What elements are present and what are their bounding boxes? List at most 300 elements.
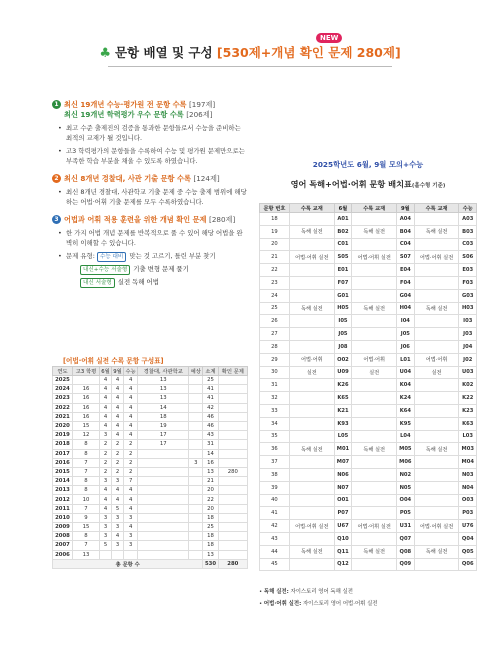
section-1 bbox=[52, 100, 248, 166]
table-cell bbox=[352, 404, 397, 417]
table-cell: 4 bbox=[112, 495, 124, 504]
table-cell: K02 bbox=[459, 379, 477, 392]
table-cell: 2 bbox=[124, 449, 138, 458]
table-cell: 2010 bbox=[53, 513, 73, 522]
placement-title: 영어 독해+어법·어휘 문항 배치표(홀수형 기준) bbox=[290, 179, 446, 189]
table-cell: 독해 실전 bbox=[352, 443, 397, 456]
table-cell bbox=[414, 213, 459, 226]
table-cell: 13 bbox=[138, 394, 189, 403]
table-cell: 4 bbox=[124, 504, 138, 513]
table-cell: 4 bbox=[124, 403, 138, 412]
table-cell: 8 bbox=[72, 486, 99, 495]
table-cell: 2018 bbox=[53, 440, 73, 449]
table-cell bbox=[414, 289, 459, 302]
table-cell: 4 bbox=[124, 495, 138, 504]
table-cell: 41 bbox=[260, 507, 290, 520]
table-cell: 18 bbox=[138, 412, 189, 421]
table-cell: 18 bbox=[203, 513, 218, 522]
table-cell: 2 bbox=[124, 467, 138, 476]
table-row bbox=[53, 421, 248, 430]
table-header-cell: 확인 문제 bbox=[218, 367, 247, 376]
table-cell: 4 bbox=[100, 495, 112, 504]
table-cell bbox=[138, 495, 189, 504]
table-row bbox=[53, 513, 248, 522]
table-cell bbox=[352, 315, 397, 328]
table-row bbox=[53, 440, 248, 449]
table-cell bbox=[189, 467, 203, 476]
table-cell: 4 bbox=[112, 376, 124, 385]
table-cell: N05 bbox=[397, 481, 414, 494]
table-cell bbox=[189, 394, 203, 403]
table-cell bbox=[289, 417, 334, 430]
bullet-text: • 최신 8개년 경찰대, 사관학교 기출 문제 중 수능 출제 범위에 해당하는 어법·어휘 기출 문제를 모두 수록하였습니다. bbox=[52, 187, 248, 207]
table-row bbox=[260, 353, 477, 366]
table-row bbox=[53, 376, 248, 385]
table-cell bbox=[189, 412, 203, 421]
table-row bbox=[53, 412, 248, 421]
table-header-cell: 6월 bbox=[100, 367, 112, 376]
table-cell bbox=[414, 417, 459, 430]
table-cell: 2 bbox=[112, 449, 124, 458]
table-cell: 13 bbox=[203, 467, 218, 476]
table-cell bbox=[352, 238, 397, 251]
table-cell: 13 bbox=[72, 550, 99, 559]
table-cell bbox=[352, 558, 397, 571]
table-cell: 46 bbox=[203, 412, 218, 421]
table-cell: 5 bbox=[100, 541, 112, 550]
table-cell: 39 bbox=[260, 481, 290, 494]
table-cell bbox=[352, 213, 397, 226]
table-cell bbox=[352, 430, 397, 443]
table-cell bbox=[218, 550, 247, 559]
table-cell bbox=[138, 486, 189, 495]
table-cell: 4 bbox=[100, 385, 112, 394]
new-badge: NEW bbox=[316, 33, 342, 43]
placement-subtitle: 2025학년도 6월, 9월 모의+수능 bbox=[312, 160, 424, 169]
table-cell: 어법·어휘 실전 bbox=[352, 520, 397, 533]
section-2 bbox=[52, 174, 248, 207]
table-row bbox=[53, 431, 248, 440]
table-header-cell: 예상 bbox=[189, 367, 203, 376]
table-cell: 43 bbox=[203, 431, 218, 440]
table-cell: 25 bbox=[203, 376, 218, 385]
table-cell: A03 bbox=[459, 213, 477, 226]
table-cell: L04 bbox=[397, 430, 414, 443]
section-number: 1 bbox=[52, 100, 61, 109]
table-row bbox=[260, 456, 477, 469]
table-cell bbox=[414, 328, 459, 341]
table-cell: 어법·어휘 실전 bbox=[289, 251, 334, 264]
table-cell: 어법·어휘 실전 bbox=[414, 251, 459, 264]
table-cell bbox=[289, 404, 334, 417]
table-cell: Q04 bbox=[459, 532, 477, 545]
table-cell bbox=[100, 550, 112, 559]
table-cell bbox=[189, 495, 203, 504]
table-cell: N07 bbox=[334, 481, 351, 494]
table-cell: 20 bbox=[203, 504, 218, 513]
table-row bbox=[260, 430, 477, 443]
table-cell: 7 bbox=[124, 477, 138, 486]
table-cell bbox=[414, 494, 459, 507]
table-row bbox=[260, 520, 477, 533]
table-cell: 16 bbox=[72, 412, 99, 421]
table-row bbox=[260, 225, 477, 238]
table-cell: 33 bbox=[260, 404, 290, 417]
table-total-row bbox=[53, 559, 248, 568]
table-cell: M05 bbox=[397, 443, 414, 456]
table-cell bbox=[289, 213, 334, 226]
footnote: • 독해 실전: 자이스토리 영어 독해 실전 bbox=[259, 589, 353, 595]
table-cell: Q05 bbox=[459, 545, 477, 558]
table-cell bbox=[414, 264, 459, 277]
table-cell bbox=[138, 449, 189, 458]
table-cell bbox=[189, 532, 203, 541]
table-cell: 2 bbox=[100, 449, 112, 458]
table-cell: 4 bbox=[124, 394, 138, 403]
table-cell: K21 bbox=[334, 404, 351, 417]
table-cell: 7 bbox=[72, 458, 99, 467]
table-cell: N04 bbox=[459, 481, 477, 494]
table-cell: 25 bbox=[260, 302, 290, 315]
table-cell: 총 문항 수 bbox=[53, 559, 203, 568]
table-header-cell: 문항 번호 bbox=[260, 204, 290, 213]
table-cell: 29 bbox=[260, 353, 290, 366]
table-cell: 어법·어휘 실전 bbox=[289, 520, 334, 533]
bullet-text: • 문제 유형: 수능 대비 맞는 것 고르기, 틀린 부분 찾기 bbox=[52, 251, 248, 262]
header-title: 문항 배열 및 구성 bbox=[114, 45, 213, 60]
table-cell: M03 bbox=[459, 443, 477, 456]
table-cell: E04 bbox=[397, 264, 414, 277]
table-cell bbox=[414, 481, 459, 494]
table-cell bbox=[189, 440, 203, 449]
table-cell bbox=[138, 477, 189, 486]
table-cell: 3 bbox=[100, 431, 112, 440]
table-cell bbox=[414, 340, 459, 353]
table-cell: I05 bbox=[334, 315, 351, 328]
table-cell: 2025 bbox=[53, 376, 73, 385]
table-cell: 3 bbox=[189, 458, 203, 467]
table-cell: 2006 bbox=[53, 550, 73, 559]
table-cell: O01 bbox=[334, 494, 351, 507]
table-cell: 4 bbox=[112, 385, 124, 394]
table-row bbox=[260, 213, 477, 226]
table-cell: E03 bbox=[459, 264, 477, 277]
table-cell bbox=[352, 481, 397, 494]
table-cell: H05 bbox=[334, 302, 351, 315]
table-cell: 35 bbox=[260, 430, 290, 443]
table-cell: 37 bbox=[260, 456, 290, 469]
clover-icon: ♣ bbox=[99, 46, 111, 61]
table-header-row bbox=[53, 367, 248, 376]
table-cell: Q06 bbox=[459, 558, 477, 571]
table-cell: 17 bbox=[138, 440, 189, 449]
table-cell bbox=[218, 504, 247, 513]
table-row bbox=[260, 328, 477, 341]
table-cell bbox=[289, 430, 334, 443]
table-cell: 3 bbox=[100, 477, 112, 486]
table-cell: 22 bbox=[260, 264, 290, 277]
table-row bbox=[53, 394, 248, 403]
table-cell: C03 bbox=[459, 238, 477, 251]
table-cell bbox=[218, 541, 247, 550]
table-cell: 어법·어휘 bbox=[414, 353, 459, 366]
table-cell: 4 bbox=[124, 431, 138, 440]
table-cell: K04 bbox=[397, 379, 414, 392]
table-cell bbox=[218, 477, 247, 486]
table-cell: 42 bbox=[203, 403, 218, 412]
table-cell bbox=[189, 504, 203, 513]
table-cell: K24 bbox=[397, 392, 414, 405]
table-cell: J05 bbox=[334, 328, 351, 341]
table-cell: 3 bbox=[112, 541, 124, 550]
table-cell: L03 bbox=[459, 430, 477, 443]
table-cell: 어법·어휘 bbox=[352, 353, 397, 366]
table-header-cell: 수능 bbox=[459, 204, 477, 213]
table-cell: 2020 bbox=[53, 421, 73, 430]
table-cell: O03 bbox=[459, 494, 477, 507]
table-cell: 20 bbox=[203, 486, 218, 495]
table-cell: 4 bbox=[112, 532, 124, 541]
table-header-cell: 연도 bbox=[53, 367, 73, 376]
table-cell: M01 bbox=[334, 443, 351, 456]
table-cell: 독해 실전 bbox=[414, 225, 459, 238]
table-cell bbox=[289, 494, 334, 507]
table-cell: B04 bbox=[397, 225, 414, 238]
table-cell: 4 bbox=[112, 394, 124, 403]
table-cell bbox=[289, 289, 334, 302]
table-cell: 41 bbox=[203, 385, 218, 394]
header-divider bbox=[108, 66, 392, 67]
table-cell bbox=[352, 494, 397, 507]
table-cell: 21 bbox=[260, 251, 290, 264]
table-cell: 4 bbox=[124, 385, 138, 394]
table-row bbox=[53, 523, 248, 532]
table-cell bbox=[189, 449, 203, 458]
footnote: • 어법·어휘 실전: 자이스토리 영어 어법·어휘 실전 bbox=[259, 601, 378, 607]
table-cell: 31 bbox=[260, 379, 290, 392]
table-cell bbox=[189, 431, 203, 440]
table-cell: 3 bbox=[124, 513, 138, 522]
table-cell: 4 bbox=[100, 504, 112, 513]
table-cell: J06 bbox=[397, 340, 414, 353]
table-cell: 2011 bbox=[53, 504, 73, 513]
table-cell bbox=[352, 532, 397, 545]
table-cell: 2 bbox=[124, 440, 138, 449]
table-cell: 12 bbox=[72, 431, 99, 440]
table-cell: 2015 bbox=[53, 467, 73, 476]
table-cell bbox=[218, 532, 247, 541]
table-cell: 실전 bbox=[414, 366, 459, 379]
table-cell: 4 bbox=[112, 421, 124, 430]
table-row bbox=[260, 545, 477, 558]
table-row bbox=[260, 558, 477, 571]
table-cell: 2 bbox=[112, 467, 124, 476]
table-cell bbox=[289, 468, 334, 481]
table-cell: 2007 bbox=[53, 541, 73, 550]
table-cell: 4 bbox=[112, 486, 124, 495]
table-cell: U03 bbox=[459, 366, 477, 379]
table-cell bbox=[414, 379, 459, 392]
table-row bbox=[260, 379, 477, 392]
table-cell: 41 bbox=[203, 394, 218, 403]
table-row bbox=[260, 494, 477, 507]
table-cell bbox=[218, 394, 247, 403]
table-cell: 3 bbox=[112, 523, 124, 532]
table-cell: C04 bbox=[397, 238, 414, 251]
table-cell bbox=[218, 458, 247, 467]
table-cell: P03 bbox=[459, 507, 477, 520]
table-cell: 7 bbox=[72, 504, 99, 513]
table-cell bbox=[352, 379, 397, 392]
table-cell: U09 bbox=[334, 366, 351, 379]
table-row bbox=[53, 532, 248, 541]
table-row bbox=[260, 264, 477, 277]
table-cell: 4 bbox=[124, 523, 138, 532]
section-number: 3 bbox=[52, 215, 61, 224]
table-cell bbox=[218, 486, 247, 495]
table-cell: Q12 bbox=[334, 558, 351, 571]
table-cell: K26 bbox=[334, 379, 351, 392]
table-row bbox=[53, 403, 248, 412]
table-header-cell: 수록 교재 bbox=[289, 204, 334, 213]
table-cell: 16 bbox=[72, 394, 99, 403]
table-cell bbox=[138, 532, 189, 541]
table-cell: 독해 실전 bbox=[414, 302, 459, 315]
table-cell: 24 bbox=[260, 289, 290, 302]
table-cell bbox=[289, 392, 334, 405]
table-cell: J03 bbox=[459, 328, 477, 341]
table-cell bbox=[218, 431, 247, 440]
table-cell bbox=[138, 513, 189, 522]
table-cell: N06 bbox=[334, 468, 351, 481]
table-cell: 2022 bbox=[53, 403, 73, 412]
table-cell: 4 bbox=[100, 403, 112, 412]
table-cell: 14 bbox=[138, 403, 189, 412]
table-cell: S07 bbox=[397, 251, 414, 264]
table-cell: 18 bbox=[260, 213, 290, 226]
table-cell bbox=[138, 523, 189, 532]
left-column bbox=[52, 100, 248, 296]
table-header-cell: 9월 bbox=[397, 204, 414, 213]
table-cell: 27 bbox=[260, 328, 290, 341]
table-cell: 3 bbox=[100, 513, 112, 522]
table-cell: 어법·어휘 bbox=[289, 353, 334, 366]
table-cell: 31 bbox=[203, 440, 218, 449]
table-cell: Q08 bbox=[397, 545, 414, 558]
table-cell: 독해 실전 bbox=[289, 225, 334, 238]
table-cell bbox=[352, 417, 397, 430]
table-cell bbox=[352, 340, 397, 353]
table-header-cell: 9월 bbox=[112, 367, 124, 376]
table-cell: 8 bbox=[72, 449, 99, 458]
table-cell: 3 bbox=[112, 477, 124, 486]
table-cell: 독해 실전 bbox=[289, 443, 334, 456]
table-cell: 530 bbox=[203, 559, 218, 568]
table-cell: J05 bbox=[397, 328, 414, 341]
table-cell: 26 bbox=[260, 315, 290, 328]
table-cell: K22 bbox=[459, 392, 477, 405]
table-cell bbox=[414, 238, 459, 251]
table-cell bbox=[289, 238, 334, 251]
section-number: 2 bbox=[52, 174, 61, 183]
table-cell: 3 bbox=[124, 532, 138, 541]
table-row bbox=[53, 467, 248, 476]
table-row bbox=[260, 443, 477, 456]
table-cell bbox=[289, 379, 334, 392]
table-cell: 독해 실전 bbox=[352, 545, 397, 558]
table-cell: 어법·어휘 실전 bbox=[414, 520, 459, 533]
table-cell: 280 bbox=[218, 467, 247, 476]
table-cell bbox=[289, 315, 334, 328]
table-cell: 8 bbox=[72, 477, 99, 486]
table-cell: 실전 bbox=[289, 366, 334, 379]
table-cell: 3 bbox=[100, 523, 112, 532]
table-row bbox=[260, 417, 477, 430]
table-header-row bbox=[260, 204, 477, 213]
table-cell: 13 bbox=[203, 550, 218, 559]
table-cell: 4 bbox=[124, 421, 138, 430]
table-cell bbox=[289, 507, 334, 520]
table-row bbox=[260, 481, 477, 494]
table-cell: 15 bbox=[72, 421, 99, 430]
table-cell: 2024 bbox=[53, 385, 73, 394]
bullet-text: • 한 가지 어법 개념 문제를 반복적으로 풀 수 있어 해당 어법을 완벽히 이해할 수 있습니다. bbox=[52, 228, 248, 248]
table-cell bbox=[352, 468, 397, 481]
table-cell: 8 bbox=[72, 440, 99, 449]
table-cell: 4 bbox=[100, 421, 112, 430]
table-cell: 13 bbox=[138, 376, 189, 385]
placement-table bbox=[259, 203, 477, 571]
table-cell: G01 bbox=[334, 289, 351, 302]
table-cell: 4 bbox=[100, 486, 112, 495]
table-cell: 4 bbox=[100, 376, 112, 385]
table-cell bbox=[414, 392, 459, 405]
table-cell: 독해 실전 bbox=[414, 545, 459, 558]
table-cell: J02 bbox=[459, 353, 477, 366]
page-header bbox=[0, 43, 500, 61]
table-cell: 독해 실전 bbox=[352, 302, 397, 315]
table-cell: U67 bbox=[334, 520, 351, 533]
table-cell: 14 bbox=[203, 449, 218, 458]
table-header-cell: 수능 bbox=[124, 367, 138, 376]
table-header-cell: 수록 교재 bbox=[352, 204, 397, 213]
table-cell: Q07 bbox=[397, 532, 414, 545]
table-cell: 4 bbox=[112, 412, 124, 421]
table-cell bbox=[218, 495, 247, 504]
table-cell bbox=[218, 376, 247, 385]
table-cell: 2012 bbox=[53, 495, 73, 504]
table-cell bbox=[414, 532, 459, 545]
table-header-cell: 소계 bbox=[203, 367, 218, 376]
table-cell bbox=[289, 328, 334, 341]
table-cell bbox=[189, 541, 203, 550]
bullet-text: • 최고 수준 출제진의 검증을 통과한 문항들로서 수능을 준비하는 최적의 교재가 될 것입니다. bbox=[52, 123, 248, 143]
table-row bbox=[260, 532, 477, 545]
table-cell bbox=[414, 468, 459, 481]
section-title: 최신 8개년 경찰대, 사관 기출 문항 수록 [124제] bbox=[64, 174, 220, 183]
table-cell: 23 bbox=[260, 276, 290, 289]
table-cell bbox=[218, 513, 247, 522]
table-row bbox=[260, 507, 477, 520]
table-cell bbox=[138, 541, 189, 550]
table-cell: K63 bbox=[459, 417, 477, 430]
table-cell: 2013 bbox=[53, 486, 73, 495]
composition-table bbox=[52, 366, 248, 569]
table-cell: 독해 실전 bbox=[352, 225, 397, 238]
table-cell: J04 bbox=[459, 340, 477, 353]
table-cell: 40 bbox=[260, 494, 290, 507]
table-cell bbox=[189, 513, 203, 522]
